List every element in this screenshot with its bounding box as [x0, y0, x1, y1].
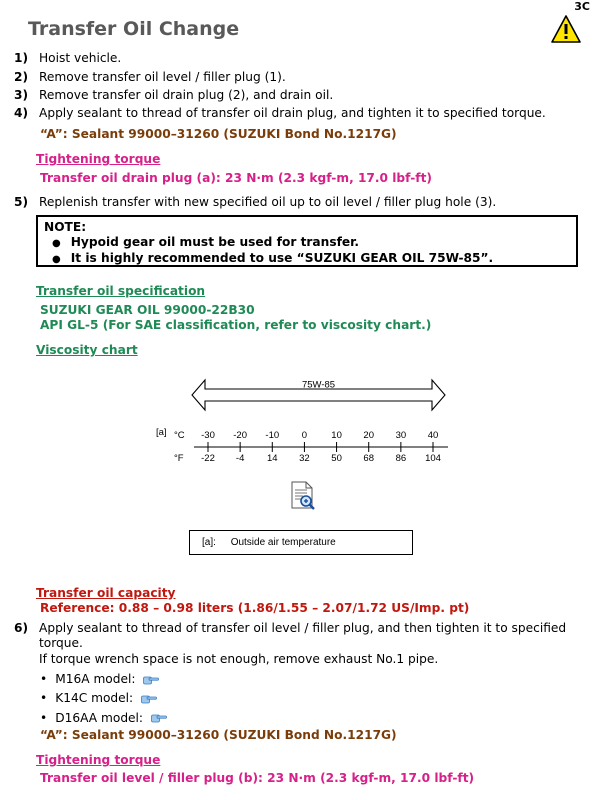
chart-legend-box	[189, 530, 413, 555]
celsius-tick-label: 40	[427, 430, 439, 441]
celsius-tick-label: 20	[363, 430, 375, 441]
step-number: 1)	[14, 51, 29, 65]
fahrenheit-unit-label: °F	[174, 453, 184, 464]
note-item: ● It is highly recommended to use “SUZUKI GEAR OIL 75W-85”.	[52, 251, 570, 267]
step-number: 2)	[14, 70, 29, 84]
page-title: Transfer Oil Change	[28, 18, 240, 40]
celsius-tick-label: -20	[233, 430, 248, 441]
capacity-heading: Transfer oil capacity	[36, 586, 176, 600]
legend-text: Outside air temperature	[230, 537, 336, 548]
tightening-torque-heading: Tightening torque	[36, 152, 161, 166]
pointing-hand-icon[interactable]	[151, 713, 167, 723]
oil-spec-line1: SUZUKI GEAR OIL 99000-22B30	[40, 303, 255, 317]
chart-marker-a: [a]	[156, 427, 167, 438]
celsius-tick-label: 10	[331, 430, 342, 441]
capacity-value: Reference: 0.88 – 0.98 liters (1.86/1.55 – 2.07/1.72 US/Imp. pt)	[40, 601, 470, 615]
model-label: • D16AA model:	[40, 711, 143, 725]
step-number: 4)	[14, 106, 29, 120]
model-list	[28, 672, 167, 726]
oil-spec-heading: Transfer oil specification	[36, 284, 206, 298]
celsius-tick-label: 0	[301, 430, 308, 441]
document-zoom-icon[interactable]	[289, 480, 317, 512]
sealant-spec-2: “A”: Sealant 99000–31260 (SUZUKI Bond No.1217G)	[40, 728, 397, 742]
fahrenheit-tick-label: 68	[363, 453, 375, 464]
section-id: 3C	[574, 0, 590, 13]
step-text: Hoist vehicle.	[39, 51, 122, 65]
step-4	[14, 106, 594, 121]
model-label: • M16A model:	[40, 672, 136, 686]
model-item[interactable]	[28, 691, 167, 706]
viscosity-chart	[150, 375, 460, 485]
model-item[interactable]	[28, 711, 167, 726]
model-item[interactable]	[28, 672, 167, 687]
celsius-tick-label: -10	[265, 430, 280, 441]
step-number: 3)	[14, 88, 29, 102]
fahrenheit-tick-label: 32	[299, 453, 310, 464]
tightening-torque-value: Transfer oil drain plug (a): 23 N·m (2.3 kgf-m, 17.0 lbf-ft)	[40, 171, 432, 185]
viscosity-grade-label: 75W-85	[301, 379, 336, 391]
step-2	[14, 70, 594, 85]
step-text: Apply sealant to thread of transfer oil level / filler plug, and then tighten it to specified torque.	[39, 621, 567, 651]
model-label: • K14C model:	[40, 691, 133, 705]
pointing-hand-icon[interactable]	[143, 675, 159, 685]
viscosity-heading: Viscosity chart	[36, 343, 138, 357]
celsius-tick-label: -30	[201, 430, 215, 441]
legend-key: [a]:	[202, 537, 216, 548]
pointing-hand-icon[interactable]	[141, 694, 157, 704]
oil-spec-line2: API GL-5 (For SAE classification, refer to viscosity chart.)	[40, 318, 432, 332]
celsius-tick-label: 30	[395, 430, 407, 441]
step-1	[14, 51, 594, 66]
fahrenheit-tick-label: 86	[395, 453, 407, 464]
fahrenheit-tick-label: 50	[331, 453, 342, 464]
sealant-spec: “A”: Sealant 99000–31260 (SUZUKI Bond No.1217G)	[40, 127, 397, 141]
step-3	[14, 88, 594, 103]
step-5	[14, 195, 594, 210]
step-text: Replenish transfer with new specified oil up to oil level / filler plug hole (3).	[39, 195, 497, 209]
tightening-torque-value-2: Transfer oil level / filler plug (b): 23 N·m (2.3 kgf-m, 17.0 lbf-ft)	[40, 771, 475, 785]
note-box	[36, 215, 578, 267]
warning-icon	[550, 14, 582, 44]
step-text: Remove transfer oil level / filler plug (1).	[39, 70, 286, 84]
step-text: Apply sealant to thread of transfer oil drain plug, and tighten it to specified torque.	[39, 106, 546, 120]
tightening-torque-heading-2: Tightening torque	[36, 753, 161, 767]
step-6	[14, 621, 594, 667]
step-text: Remove transfer oil drain plug (2), and drain oil.	[39, 88, 334, 102]
note-label: NOTE:	[44, 220, 87, 234]
celsius-unit-label: °C	[174, 430, 185, 441]
fahrenheit-tick-label: -4	[235, 453, 245, 464]
step-number: 5)	[14, 195, 29, 209]
step-text-extra: If torque wrench space is not enough, remove exhaust No.1 pipe.	[39, 651, 439, 666]
fahrenheit-tick-label: -22	[201, 453, 215, 464]
fahrenheit-tick-label: 104	[425, 453, 441, 464]
step-number: 6)	[14, 621, 29, 635]
fahrenheit-tick-label: 14	[266, 453, 278, 464]
note-item: ● Hypoid gear oil must be used for transfer.	[52, 235, 570, 251]
